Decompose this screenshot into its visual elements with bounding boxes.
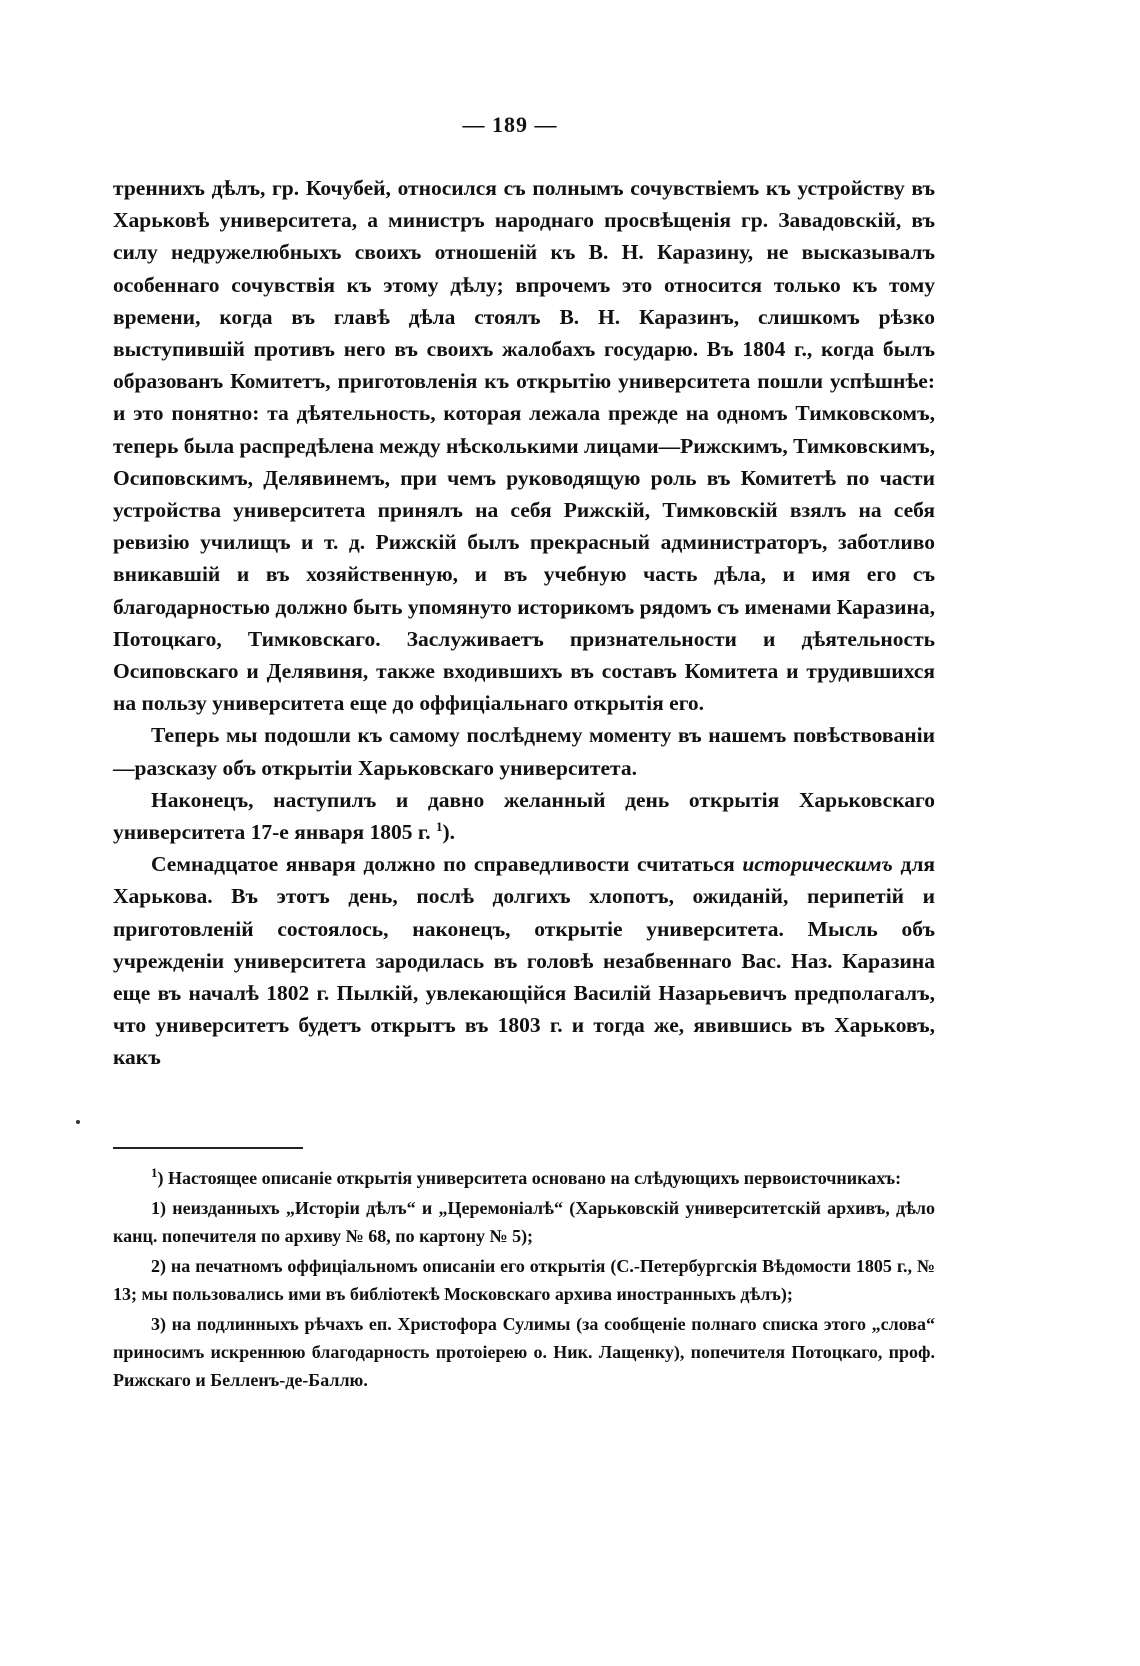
footnote-reference: 1 <box>436 818 443 834</box>
footnote-source-3: 3) на подлинныхъ рѣчахъ еп. Христофора Сулимы (за сообщеніе полнаго списка этого „слова“ приносимъ искреннюю благодарность протоіерею о. Ник. Лащенку), попечителя Потоцкаго, проф. Рижскаго и Белленъ-де-Баллю. <box>113 1314 935 1390</box>
paragraph-4-start: Семнадцатое января должно по справедливости считаться <box>151 852 735 877</box>
main-text <box>113 172 935 1074</box>
paragraph-4 <box>113 848 935 1073</box>
footnote-marker: 1 <box>151 1165 158 1180</box>
paragraph-3 <box>113 784 935 848</box>
footnote-1-intro <box>113 1164 935 1192</box>
paragraph-3-text: Наконецъ, наступилъ и давно желанный день открытія Харьковскаго университета 17-е января 1805 г. <box>113 787 935 845</box>
page-number: — 189 — <box>462 112 558 137</box>
paragraph-4-rest: для Харькова. Въ этотъ день, послѣ долгихъ хлопотъ, ожиданій, перипетій и приготовленій состоялось, наконецъ, открытіе университета. Мысль объ учрежденіи университета зародилась въ головѣ незабвеннаго Вас. Наз. Каразина еще въ началѣ 1802 г. Пылкій, увлекающійся Василій Назарьевичъ предполагалъ, что университетъ будетъ открытъ въ 1803 г. и тогда же, явившись въ Харьковъ, какъ <box>113 852 936 1070</box>
paragraph-4-italic: историческимъ <box>742 852 893 877</box>
footnote-separator <box>113 1147 303 1149</box>
paragraph-1: треннихъ дѣлъ, гр. Кочубей, относился съ полнымъ сочувствіемъ къ устройству въ Харьковѣ университета, а министръ народнаго просвѣщенія гр. Завадовскій, въ силу недружелюбныхъ своихъ отношеній къ В. Н. Каразину, не высказывалъ особеннаго сочувствія къ этому дѣлу; впрочемъ это относится только къ тому времени, когда въ главѣ дѣла стоялъ В. Н. Каразинъ, слишкомъ рѣзко выступившій противъ него въ своихъ жалобахъ государю. Въ 1804 г., когда былъ образованъ Комитетъ, приготовленія къ открытію университета пошли успѣшнѣе: и это понятно: та дѣятельность, которая лежала прежде на одномъ Тимковскомъ, теперь была распредѣлена между нѣсколькими лицами—Рижскимъ, Тимковскимъ, Осиповскимъ, Делявинемъ, при чемъ руководящую роль въ Комитетѣ по части устройства университета принялъ на себя Рижскій, Тимковскій взялъ на себя ревизію училищъ и т. д. Рижскій былъ прекрасный администраторъ, заботливо вникавшій и въ хозяйственную, и въ учебную часть дѣла, и имя его съ благодарностью должно быть упомянуто историкомъ рядомъ съ именами Каразина, Потоцкаго, Тимковскаго. Заслуживаетъ признательности и дѣятельность Осиповскаго и Делявиня, также входившихъ въ составъ Комитета и трудившихся на пользу университета еще до оффиціальнаго открытія его. <box>113 176 935 716</box>
print-speck <box>76 1120 80 1124</box>
paragraph-3-end: ). <box>442 820 456 845</box>
footnote-source-1: 1) неизданныхъ „Исторіи дѣлъ“ и „Церемоніалѣ“ (Харьковскій университетскій архивъ, дѣло канц. попечителя по архиву № 68, по картону № 5); <box>113 1198 935 1246</box>
footnotes <box>113 1164 935 1396</box>
footnote-1-intro-text: ) Настоящее описаніе открытія университета основано на слѣдующихъ первоисточникахъ: <box>157 1168 902 1188</box>
paragraph-2: Теперь мы подошли къ самому послѣднему моменту въ нашемъ повѣствованіи—разсказу объ открытіи Харьковскаго университета. <box>113 723 935 780</box>
footnote-source-2: 2) на печатномъ оффиціальномъ описаніи его открытія (С.-Петербургскія Вѣдомости 1805 г., № 13; мы пользовались ими въ библіотекѣ Московскаго архива иностранныхъ дѣлъ); <box>113 1256 935 1304</box>
